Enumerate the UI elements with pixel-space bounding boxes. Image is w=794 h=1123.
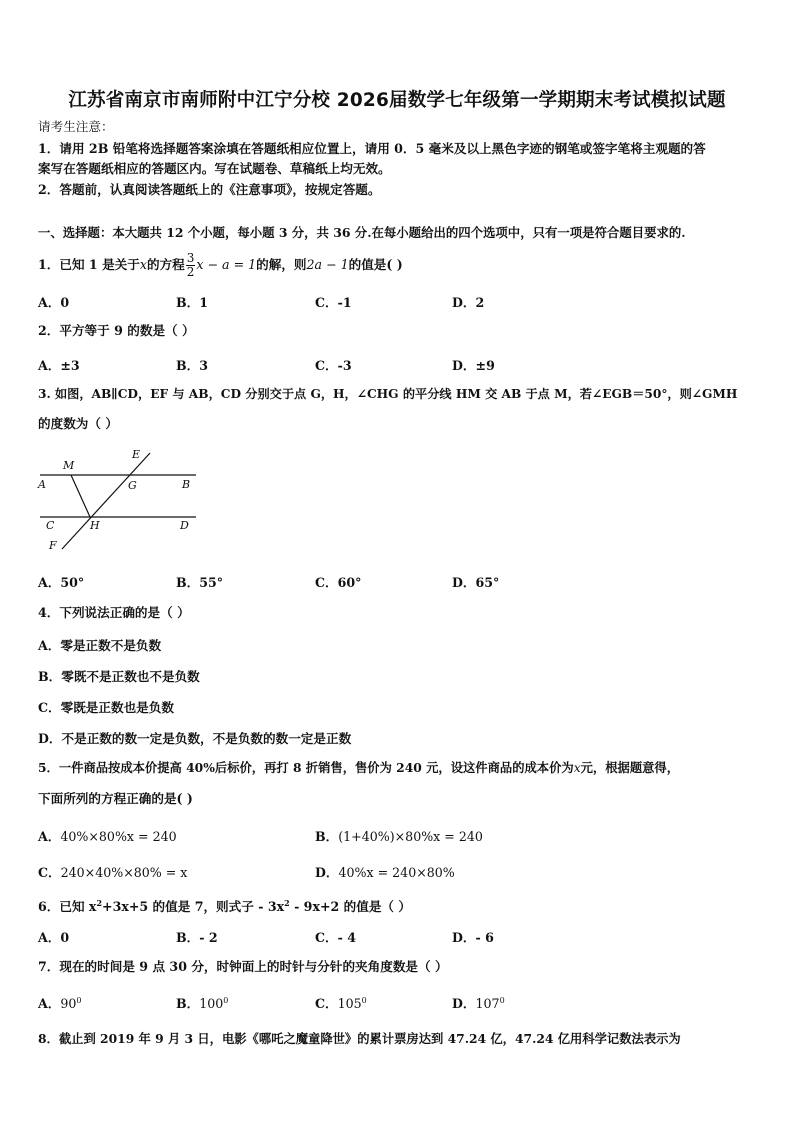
label-b: B <box>182 478 191 491</box>
q5-option-a-label: A． <box>38 829 61 844</box>
q5-text-1: 5．一件商品按成本价提高 40%后标价，再打 8 折销售，售价为 240 元，设这件商品的成本价为 <box>38 760 574 775</box>
q4-option-a[interactable]: A．零是正数不是负数 <box>38 638 162 653</box>
q1-expression: 2a − 1 <box>306 257 349 272</box>
q5-option-d-math: 40%x = 240×80% <box>338 865 455 880</box>
q1-frac-den: 2 <box>186 265 195 279</box>
q6-sup-1: 2 <box>96 898 103 908</box>
q1-frac-num: 3 <box>186 251 195 265</box>
q5-option-b[interactable] <box>315 826 483 845</box>
q5-text-2: 元，根据题意得， <box>580 760 680 775</box>
q7-option-c-sup: 0 <box>361 995 367 1005</box>
q6-option-c[interactable]: C．- 4 <box>315 930 356 945</box>
q6-option-d[interactable]: D．- 6 <box>452 930 494 945</box>
q7-option-d-sup: 0 <box>499 995 505 1005</box>
section-heading: 一、选择题：本大题共 12 个小题，每小题 3 分，共 36 分.在每小题给出的四个选项中，只有一项是符合题目要求的. <box>38 225 686 240</box>
q1-fraction <box>186 252 196 279</box>
q7-option-a-value: 90 <box>60 996 77 1011</box>
q3-option-c[interactable]: C．60° <box>315 575 362 590</box>
q3-option-b[interactable]: B．55° <box>176 575 224 590</box>
label-a: A <box>38 478 46 491</box>
question-1 <box>38 252 756 279</box>
question-5-line-2: 下面所列的方程正确的是( ) <box>38 791 193 806</box>
notice-item-1b: 案写在答题纸相应的答题区内。写在试题卷、草稿纸上均无效。 <box>38 161 391 176</box>
q4-option-b[interactable]: B．零既不是正数也不是负数 <box>38 669 200 684</box>
notice-heading: 请考生注意： <box>38 119 114 134</box>
q1-text-1: 1．已知 1 是关于 <box>38 257 140 272</box>
q1-option-c[interactable]: C．-1 <box>315 295 352 310</box>
q5-option-a[interactable] <box>38 826 177 845</box>
q5-option-c-label: C． <box>38 865 61 880</box>
question-2: 2．平方等于 9 的数是（ ） <box>38 323 195 338</box>
q7-option-b-sup: 0 <box>223 995 229 1005</box>
q5-option-a-math: 40%×80%x = 240 <box>60 829 177 844</box>
q7-option-d-value: 107 <box>475 996 500 1011</box>
q1-option-d[interactable]: D．2 <box>452 295 485 310</box>
q1-equation: x − a = 1 <box>196 257 257 272</box>
q2-option-d[interactable]: D．±9 <box>452 358 495 373</box>
q6-option-b[interactable]: B．- 2 <box>176 930 218 945</box>
q5-option-c[interactable] <box>38 862 187 881</box>
parallel-lines-figure <box>36 445 202 557</box>
q5-option-b-math: (1+40%)×80%x = 240 <box>338 829 483 844</box>
line-ef <box>62 453 150 549</box>
q5-option-d[interactable] <box>315 862 455 881</box>
q7-option-b[interactable] <box>176 993 228 1012</box>
q4-option-c[interactable]: C．零既是正数也是负数 <box>38 700 174 715</box>
q7-option-b-label: B． <box>176 996 200 1011</box>
question-5-line-1 <box>38 759 756 777</box>
question-8: 8．截止到 2019 年 9 月 3 日，电影《哪吒之魔童降世》的累计票房达到 47.24 亿，47.24 亿用科学记数法表示为 <box>38 1031 681 1046</box>
notice-item-2: 2．答题前，认真阅读答题纸上的《注意事项》，按规定答题。 <box>38 182 381 197</box>
question-3-line-2: 的度数为（ ） <box>38 416 118 431</box>
label-e: E <box>132 448 141 461</box>
q7-option-a[interactable] <box>38 993 82 1012</box>
label-d: D <box>180 519 189 532</box>
q5-var: x <box>573 761 581 775</box>
question-3-line-1: 3. 如图，AB∥CD，EF 与 AB，CD 分别交于点 G，H，∠CHG 的平分线 HM 交 AB 于点 M，若∠EGB＝50°，则∠GMH <box>38 387 738 401</box>
q1-text-2: 的方程 <box>146 257 185 272</box>
q7-option-a-sup: 0 <box>76 995 82 1005</box>
q1-option-a[interactable]: A．0 <box>38 295 70 310</box>
q7-option-b-value: 100 <box>199 996 224 1011</box>
question-4: 4．下列说法正确的是（ ） <box>38 605 190 620</box>
q2-option-a[interactable]: A．±3 <box>38 358 80 373</box>
q6-text-1: 6．已知 x <box>38 899 97 915</box>
label-c: C <box>46 519 55 532</box>
q5-option-c-math: 240×40%×80% = x <box>60 865 188 880</box>
exam-title: 江苏省南京市南师附中江宁分校 2026届数学七年级第一学期期末考试模拟试题 <box>68 90 726 111</box>
q2-option-b[interactable]: B．3 <box>176 358 209 373</box>
q6-option-a[interactable]: A．0 <box>38 930 70 945</box>
q7-option-d[interactable] <box>452 993 505 1012</box>
question-7: 7．现在的时间是 9 点 30 分，时钟面上的时针与分针的夹角度数是（ ） <box>38 959 448 974</box>
q4-option-d[interactable]: D．不是正数的数一定是负数，不是负数的数一定是正数 <box>38 731 352 746</box>
q5-option-b-label: B． <box>315 829 339 844</box>
line-hm <box>71 475 90 517</box>
q7-option-d-label: D． <box>452 996 476 1011</box>
label-f: F <box>49 539 57 552</box>
q1-text-3: 的解，则 <box>256 257 307 272</box>
q1-var: x <box>139 257 147 272</box>
question-6 <box>38 894 756 916</box>
q6-sup-2: 2 <box>284 898 290 908</box>
q3-option-a[interactable]: A．50° <box>38 575 85 590</box>
label-h: H <box>90 519 100 532</box>
q2-option-c[interactable]: C．-3 <box>315 358 352 373</box>
label-m: M <box>63 459 75 472</box>
notice-item-1a: 1．请用 2B 铅笔将选择题答案涂填在答题纸相应位置上，请用 0．5 毫米及以上黑色字迹的钢笔或签字笔将主观题的答 <box>38 141 706 156</box>
q1-option-b[interactable]: B．1 <box>176 295 209 310</box>
q5-option-d-label: D． <box>315 865 339 880</box>
q7-option-c[interactable] <box>315 993 367 1012</box>
q6-text-2: +3x+5 的值是 7，则式子 - 3x <box>102 899 285 915</box>
q6-text-3: - 9x+2 的值是（ ） <box>289 899 412 915</box>
q3-option-d[interactable]: D．65° <box>452 575 500 590</box>
q7-option-c-value: 105 <box>337 996 362 1011</box>
q7-option-a-label: A． <box>38 996 61 1011</box>
q7-option-c-label: C． <box>315 996 338 1011</box>
q1-text-4: 的值是( ) <box>348 257 403 272</box>
label-g: G <box>128 479 137 492</box>
